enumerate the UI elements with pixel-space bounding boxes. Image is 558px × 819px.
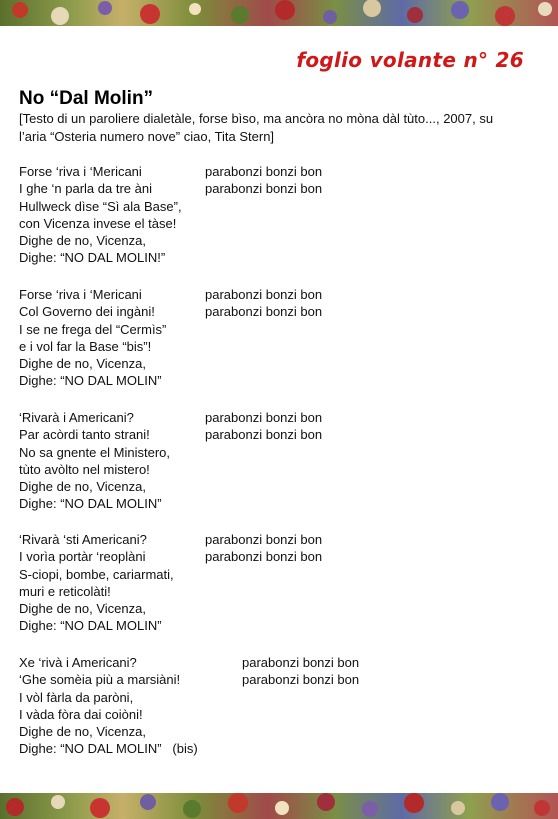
verse-text: No sa gnente el Ministero,: [19, 444, 171, 460]
stanza: [19, 531, 539, 635]
verse-line: [19, 180, 539, 197]
verse-line: [19, 706, 539, 723]
verse-line: [19, 583, 539, 600]
verse-text: ‘Rivarà ‘sti Americani?: [19, 532, 147, 547]
verse-line: [19, 426, 539, 443]
stanza: [19, 286, 539, 390]
verse-line: [19, 215, 539, 232]
verse-line: [19, 321, 539, 338]
verse-text: I vorìa portàr ‘reoplàni: [19, 549, 146, 565]
refrain-text: parabonzi bonzi bon: [242, 655, 360, 670]
verse-text: Dighe: “NO DAL MOLIN!”: [19, 250, 166, 266]
verse-line: [19, 671, 539, 688]
verse-text: Forse ‘riva i ‘Mericani: [19, 164, 142, 179]
verse-text: Par acòrdi tanto strani!: [19, 427, 150, 443]
verse-text: muri e reticolàti!: [19, 583, 111, 599]
verse-text: ‘Rivarà i Americani?: [19, 410, 134, 425]
intro-line: l’aria “Osteria numero nove” ciao, Tita Stern]: [19, 129, 275, 144]
verse-line: [19, 548, 539, 565]
refrain-text: parabonzi bonzi bon: [205, 549, 323, 565]
verse-text: con Vicenza invese el tàse!: [19, 215, 177, 231]
verse-text: Dighe de no, Vicenza,: [19, 233, 146, 249]
publication-title: foglio volante n° 26: [296, 48, 524, 72]
verse-line: [19, 303, 539, 320]
verse-line: [19, 495, 539, 512]
song-title: No “Dal Molin”: [19, 88, 154, 109]
verse-line: [19, 286, 539, 303]
verse-text: Dighe de no, Vicenza,: [19, 479, 146, 495]
refrain-text: parabonzi bonzi bon: [242, 672, 360, 688]
verse-text: Dighe: “NO DAL MOLIN”: [19, 496, 162, 512]
stanza: [19, 163, 539, 267]
verse-text: e i vol far la Base “bis”!: [19, 338, 152, 354]
verse-line: [19, 163, 539, 180]
verse-line: [19, 654, 539, 671]
verse-line: [19, 461, 539, 478]
verse-text: Hullweck dìse “Sì ala Base”,: [19, 198, 182, 214]
intro-text: [19, 110, 519, 146]
verse-text: I se ne frega del “Cermìs”: [19, 321, 167, 337]
verse-line: [19, 372, 539, 389]
verse-line: [19, 600, 539, 617]
verse-text: I vàda fòra dai coiòni!: [19, 706, 143, 722]
verse-text: S-ciopi, bombe, cariarmati,: [19, 566, 174, 582]
verse-text: I ghe ‘n parla da tre àni: [19, 181, 152, 197]
verse-line: [19, 355, 539, 372]
verse-line: [19, 566, 539, 583]
refrain-text: parabonzi bonzi bon: [205, 287, 323, 302]
verse-line: [19, 232, 539, 249]
refrain-text: parabonzi bonzi bon: [205, 427, 323, 443]
verse-text: Dighe de no, Vicenza,: [19, 356, 146, 372]
refrain-text: parabonzi bonzi bon: [205, 164, 323, 179]
bottom-flower-banner: [0, 793, 558, 819]
intro-line: [Testo di un paroliere dialetàle, forse bìso, ma ancòra no mòna dàl tùto..., 2007, su: [19, 111, 494, 126]
verse-line: [19, 723, 539, 740]
verse-line: [19, 740, 539, 757]
refrain-text: parabonzi bonzi bon: [205, 304, 323, 320]
flower-decoration-top: [0, 0, 558, 26]
verse-text: Dighe: “NO DAL MOLIN”: [19, 373, 162, 389]
verse-text: Dighe: “NO DAL MOLIN” (bis): [19, 741, 198, 757]
verse-line: [19, 689, 539, 706]
verse-text: tùto avòlto nel mistero!: [19, 461, 150, 477]
verse-text: Dighe: “NO DAL MOLIN”: [19, 618, 162, 634]
verse-line: [19, 409, 539, 426]
verse-line: [19, 478, 539, 495]
stanza: [19, 654, 539, 758]
verse-text: Forse ‘riva i ‘Mericani: [19, 287, 142, 302]
verse-line: [19, 249, 539, 266]
verse-text: Dighe de no, Vicenza,: [19, 601, 146, 617]
verse-line: [19, 198, 539, 215]
refrain-text: parabonzi bonzi bon: [205, 532, 323, 547]
top-flower-banner: [0, 0, 558, 26]
refrain-text: parabonzi bonzi bon: [205, 410, 323, 425]
verse-text: ‘Ghe somèia più a marsiàni!: [19, 672, 181, 688]
stanza: [19, 409, 539, 513]
refrain-text: parabonzi bonzi bon: [205, 181, 323, 197]
verse-line: [19, 531, 539, 548]
verse-text: I vòl fàrla da paròni,: [19, 689, 134, 705]
verse-line: [19, 617, 539, 634]
verse-text: Xe ‘rivà i Americani?: [19, 655, 137, 670]
flower-decoration-bottom: [0, 793, 558, 819]
verse-text: Dighe de no, Vicenza,: [19, 724, 146, 740]
verse-text: Col Governo dei ingàni!: [19, 304, 155, 320]
verse-line: [19, 338, 539, 355]
verse-line: [19, 444, 539, 461]
